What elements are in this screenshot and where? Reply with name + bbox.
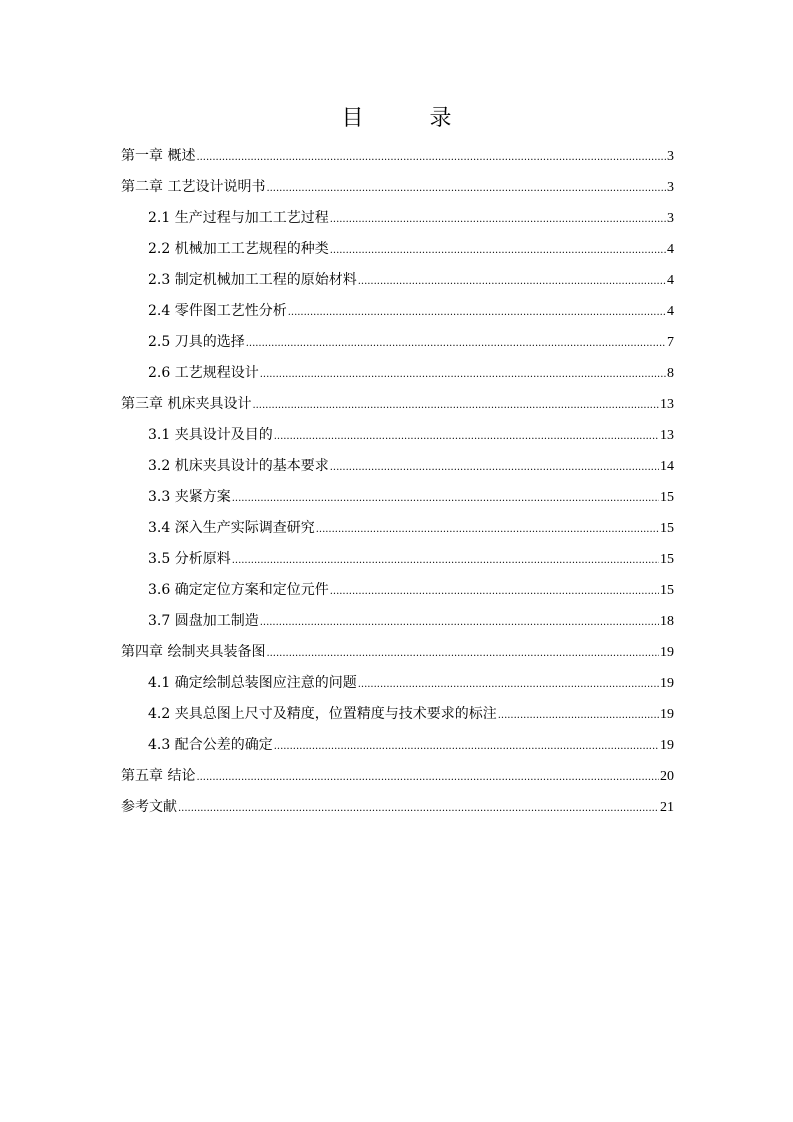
toc-page-number: 4 [667, 242, 674, 257]
toc-section-entry[interactable] [121, 327, 674, 358]
toc-section-entry[interactable] [121, 575, 674, 606]
toc-dot-leader [178, 792, 659, 824]
toc-section-entry[interactable] [121, 420, 674, 451]
toc-dot-leader [252, 389, 659, 421]
toc-entry-text: 4.3 配合公差的确定 [148, 737, 273, 753]
toc-entry-text: 第四章 绘制夹具装备图 [121, 644, 266, 660]
toc-chapter-entry[interactable] [121, 172, 674, 203]
toc-dot-leader [196, 141, 666, 173]
toc-chapter-entry[interactable] [121, 389, 674, 420]
toc-section-entry[interactable] [121, 265, 674, 296]
toc-page-number: 13 [660, 428, 674, 443]
toc-page-number: 19 [660, 645, 674, 660]
toc-chapter-entry[interactable] [121, 637, 674, 668]
toc-section-entry[interactable] [121, 606, 674, 637]
toc-chapter-entry[interactable] [121, 792, 674, 823]
toc-section-entry[interactable] [121, 544, 674, 575]
toc-title: 目 录 [341, 106, 474, 131]
toc-entry-text: 2.3 制定机械加工工程的原始材料 [148, 272, 357, 288]
toc-entry-text: 参考文献 [121, 799, 177, 815]
toc-section-entry[interactable] [121, 358, 674, 389]
toc-dot-leader [358, 265, 666, 297]
toc-page-number: 19 [660, 676, 674, 691]
toc-page-number: 21 [660, 800, 674, 815]
toc-dot-leader [266, 172, 666, 204]
toc-page-number: 15 [660, 490, 674, 505]
toc-section-entry[interactable] [121, 296, 674, 327]
toc-section-entry[interactable] [121, 482, 674, 513]
toc-entry-text: 4.1 确定绘制总装图应注意的问题 [148, 675, 357, 691]
toc-entry-text: 3.7 圆盘加工制造 [148, 613, 259, 629]
toc-page-number: 20 [660, 769, 674, 784]
toc-dot-leader [260, 606, 659, 638]
toc-entry-text: 4.2 夹具总图上尺寸及精度，位置精度与技术要求的标注 [148, 706, 497, 722]
toc-page-number: 18 [660, 614, 674, 629]
toc-dot-leader [330, 234, 666, 266]
toc-entry-text: 3.3 夹紧方案 [148, 489, 231, 505]
toc-entry-text: 第一章 概述 [121, 148, 196, 164]
toc-entry-text: 2.6 工艺规程设计 [148, 365, 259, 381]
toc-section-entry[interactable] [121, 234, 674, 265]
toc-dot-leader [498, 699, 659, 731]
toc-chapter-entry[interactable] [121, 141, 674, 172]
toc-entry-text: 2.1 生产过程与加工工艺过程 [148, 210, 329, 226]
toc-section-entry[interactable] [121, 699, 674, 730]
toc-dot-leader [330, 451, 659, 483]
toc-dot-leader [246, 327, 666, 359]
toc-page-number: 15 [660, 552, 674, 567]
toc-dot-leader [358, 668, 659, 700]
toc-chapter-entry[interactable] [121, 761, 674, 792]
toc-page-number: 19 [660, 707, 674, 722]
toc-page-number: 15 [660, 583, 674, 598]
toc-entry-text: 2.4 零件图工艺性分析 [148, 303, 287, 319]
toc-page-number: 7 [667, 335, 674, 350]
toc-entry-text: 第二章 工艺设计说明书 [121, 179, 266, 195]
toc-dot-leader [316, 513, 659, 545]
toc-entry-text: 2.2 机械加工工艺规程的种类 [148, 241, 329, 257]
toc-section-entry[interactable] [121, 668, 674, 699]
toc-list [121, 141, 674, 823]
toc-dot-leader [232, 544, 659, 576]
toc-entry-text: 第三章 机床夹具设计 [121, 396, 252, 412]
toc-page-number: 3 [667, 149, 674, 164]
toc-page-number: 19 [660, 738, 674, 753]
toc-section-entry[interactable] [121, 730, 674, 761]
toc-entry-text: 2.5 刀具的选择 [148, 334, 245, 350]
toc-page-number: 3 [667, 180, 674, 195]
toc-dot-leader [232, 482, 659, 514]
toc-dot-leader [266, 637, 659, 669]
toc-page-number: 13 [660, 397, 674, 412]
toc-dot-leader [274, 730, 659, 762]
toc-page-number: 4 [667, 273, 674, 288]
toc-page-number: 15 [660, 521, 674, 536]
toc-dot-leader [274, 420, 659, 452]
toc-page-number: 8 [667, 366, 674, 381]
toc-entry-text: 3.4 深入生产实际调查研究 [148, 520, 315, 536]
toc-page-number: 3 [667, 211, 674, 226]
toc-entry-text: 第五章 结论 [121, 768, 196, 784]
toc-section-entry[interactable] [121, 513, 674, 544]
toc-dot-leader [260, 358, 666, 390]
toc-section-entry[interactable] [121, 203, 674, 234]
toc-entry-text: 3.6 确定定位方案和定位元件 [148, 582, 329, 598]
toc-page-number: 4 [667, 304, 674, 319]
toc-section-entry[interactable] [121, 451, 674, 482]
toc-dot-leader [196, 761, 659, 793]
toc-entry-text: 3.1 夹具设计及目的 [148, 427, 273, 443]
toc-page-number: 14 [660, 459, 674, 474]
toc-dot-leader [330, 203, 666, 235]
toc-dot-leader [330, 575, 659, 607]
toc-dot-leader [288, 296, 666, 328]
toc-entry-text: 3.2 机床夹具设计的基本要求 [148, 458, 329, 474]
toc-entry-text: 3.5 分析原料 [148, 551, 231, 567]
